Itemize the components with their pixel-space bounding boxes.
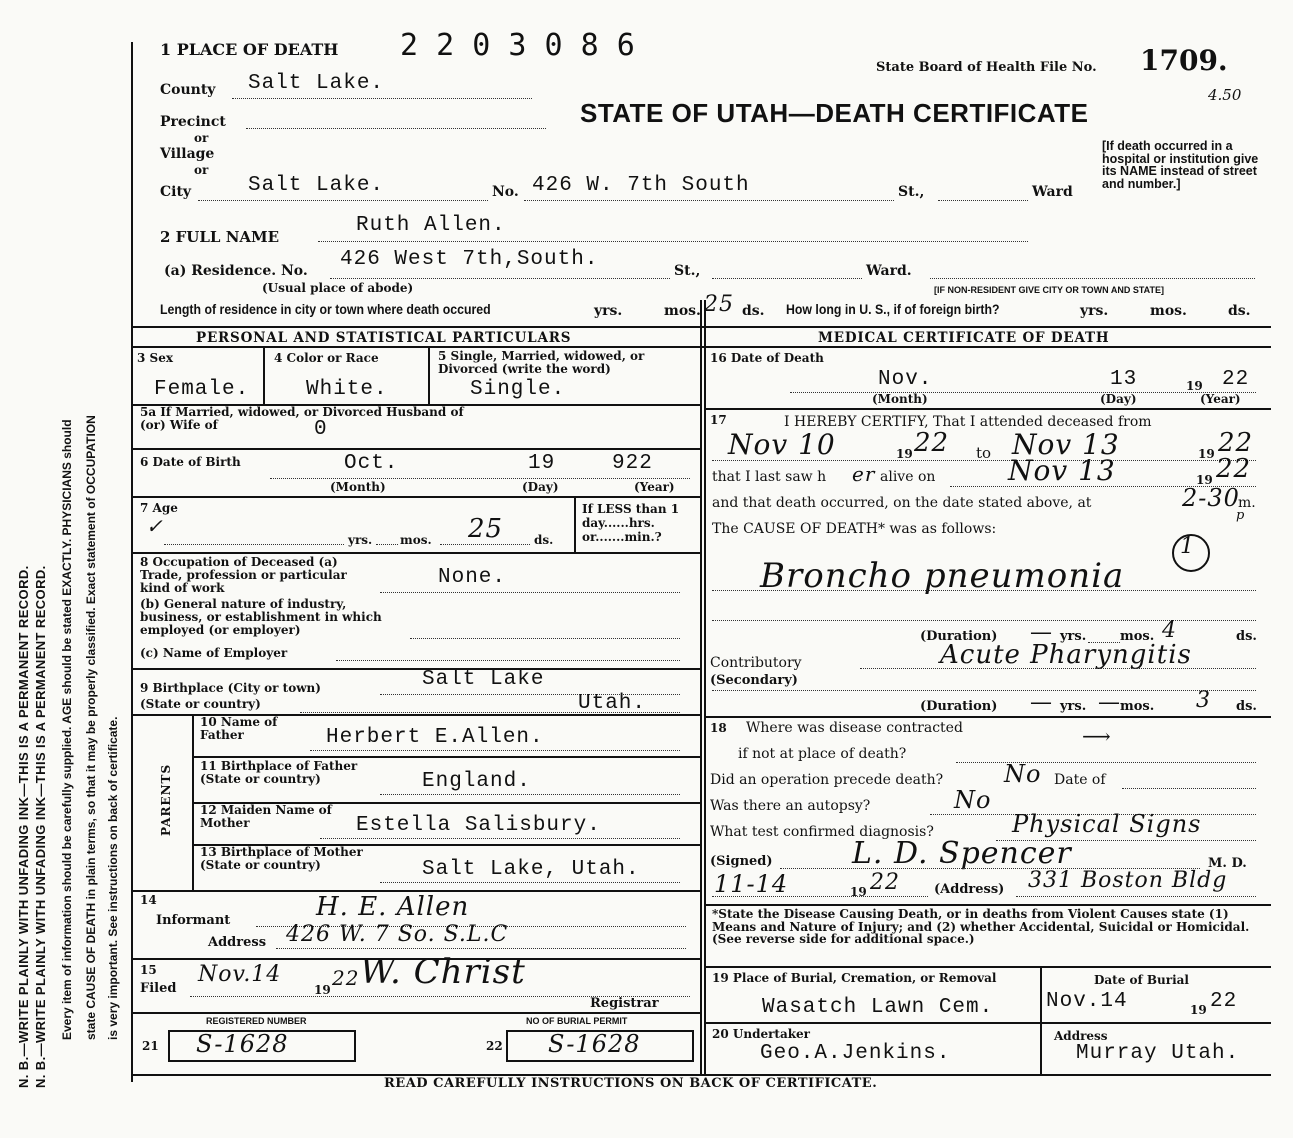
occupation-value: None. (438, 566, 507, 589)
sex-value: Female. (154, 378, 250, 401)
side-instructions-3: is very important. See instructions on back of certificate. (106, 716, 120, 1040)
marital-value: Single. (470, 378, 566, 401)
burial-permit-number: S-1628 (548, 1030, 641, 1058)
parents-label: PARENTS (159, 763, 173, 836)
file-number-label: State Board of Health File No. (876, 60, 1097, 75)
residence-label: (a) Residence. No. (164, 263, 308, 279)
precinct-label: Precinct (160, 114, 226, 130)
cause-label: The CAUSE OF DEATH* was as follows: (712, 521, 997, 537)
mother-birthplace: Salt Lake, Utah. (422, 858, 640, 881)
burial-date: Nov.14 (1046, 990, 1128, 1013)
filed-date: Nov.14 (198, 962, 282, 987)
file-number: 1709. (1140, 44, 1228, 77)
birthplace-city: Salt Lake (422, 668, 545, 691)
informant-address: 426 W. 7 So. S.L.C (286, 922, 509, 947)
village-label: Village (160, 146, 215, 162)
cause-instructions-note: *State the Disease Causing Death, or in deaths from Violent Causes state (1) Means and Nature of Injury; and (2) whether Accidental, Suicidal or Homicidal. (See reverse side for additional space.) (712, 907, 1250, 946)
cause-of-death: Broncho pneumonia (760, 556, 1125, 596)
death-certificate: N. B.—WRITE PLAINLY WITH UNFADING INK—THIS IS A PERMANENT RECORD. N. B.—WRITE PLAINLY WITH UNFADING INK—THIS IS A PERMANENT RECORD. Every item of information should be carefully supplied. AGE should be stated EXACTLY. PHYSICIANS should state CAUSE OF DEATH in plain terms, so that it may be properly classified. Exact statement of OCCUPATION is very important. See instructions on back of certificate. 1 PLACE OF DEATH 2 2 0 3 0 8 6 State Board of Health File No. 1709. 4.50 STATE OF UTAH—DEATH CERTIFICATE [If death occurred in a hospital or institution give its NAME instead of street and number.] County Salt Lake. Precinct or Village or City Salt Lake. No. 426 W. 7th South St., Ward 2 FULL NAME Ruth Allen. (a) Residence. No. 426 West 7th,South. St., Ward. (Usual place of abode) [IF NON-RESIDENT GIVE CITY OR TOWN AND STATE] Length of residence in city or town where death occured yrs. mos. 25 ds. How long in U. S., if of foreign birth? yrs. mos. ds. PERSONAL AND STATISTICAL PARTICULARS MEDICAL CERTIFICATE OF DEATH 3 Sex Female. 4 Color or Race White. 5 Single, Married, widowed, or Divorced (write the word) Single. 5a If Married, widowed, or Divorced Husband of (or) Wife of 0 6 Date of Birth Oct. 19 922 (Month) (Day) (Year) 7 Age ✓ yrs. mos. 25 ds. If LESS than 1 day......hrs. or.......min.? 8 Occupation of Deceased (a) Trade, profession or particular kind of work None. (b) General nature of industry, business, or establishment in which employed (or employer) (c) Name of Employer 9 Birthplace (City or town) Salt Lake (State or country) Utah. PARENTS 10 Name of Father Herbert E.Allen. 11 Birthplace of Father (State or country) England. 12 Maiden Name of Mother Estella Salisbury. 13 Birthplace of Mother (State or country) Salt Lake, Utah. 14 Informant H. E. Allen Address 426 W. 7 So. S.L.C 15 Filed Nov.14 19 22 W. Christ Registrar REGISTERED NUMBER 21 S-1628 NO OF BURIAL PERMIT 22 S-1628 16 Date of Death Nov. 13 19 22 (Month) (Day) (Year) 17 I HEREBY CERTIFY, That I attended deceased from Nov 10 19 22 to Nov 13 19 22 that I last saw h er alive on Nov 13 19 22 and that death occurred, on the date stated above, at 2-30 m. p The CAUSE OF DEATH* was as follows: Broncho pneumonia 1 (Duration) — yrs. mos. 4 ds. Contributory (Secondary) Acute Pharyngitis (Duration) — yrs. — mos. 3 ds. 18 Where was disease contracted if not at place of death? ⟶ Did an operation precede death? No Date of Was there an autopsy? No What test confirmed diagnosis? Physical Signs (Signed) L. D. Spencer M. D. 11-14 19 22 (Address) 331 Boston Bldg *State the Disease Causing Death, or in deaths from Violent Causes state (1) Means and Nature of Injury; and (2) whether Accidental, Suicidal or Homicidal. (See reverse side for additional space.) 19 Place of Burial, Cremation, or Removal Wasatch Lawn Cem. Date of Burial Nov.14 19 22 20 Undertaker Geo.A.Jenkins. Address Murray Utah. READ CAREFULLY INSTRUCTIONS ON BACK OF CERTIFICATE. (0, 0, 1293, 1138)
less-than-day-label: If LESS than 1 day......hrs. or.......min.? (582, 502, 680, 544)
spouse-label: 5a If Married, widowed, or Divorced Husband of (or) Wife of (140, 405, 464, 432)
burial-place: Wasatch Lawn Cem. (762, 996, 994, 1019)
informant-name: H. E. Allen (316, 892, 470, 922)
abode-note: (Usual place of abode) (262, 281, 414, 295)
residence-value: 426 West 7th,South. (340, 248, 599, 271)
father-name: Herbert E.Allen. (326, 726, 544, 749)
burial-year: 22 (1210, 990, 1238, 1013)
hospital-note: [If death occurred in a hospital or institution give its NAME instead of street and number.] (1102, 139, 1259, 191)
place-of-death-label: 1 PLACE OF DEATH (160, 40, 339, 59)
last-saw-date: Nov 13 (1008, 454, 1116, 487)
stamp-number: 2 2 0 3 0 8 6 (400, 28, 635, 63)
contributory-duration-months: 3 (1196, 688, 1211, 713)
city-value: Salt Lake. (248, 174, 385, 197)
contributory-cause: Acute Pharyngitis (940, 640, 1192, 670)
attended-to: Nov 13 (1012, 428, 1120, 461)
cause-duration-months: 4 (1162, 618, 1177, 643)
full-name-label: 2 FULL NAME (160, 228, 280, 246)
father-birthplace: England. (422, 770, 531, 793)
length-of-residence-label: Length of residence in city or town where death occured (160, 301, 491, 317)
filed-year: 22 (332, 966, 360, 990)
side-warning-2: N. B.—WRITE PLAINLY WITH UNFADING INK—THIS IS A PERMANENT RECORD. (33, 565, 48, 1088)
side-warning-1: N. B.—WRITE PLAINLY WITH UNFADING INK—THIS IS A PERMANENT RECORD. (16, 565, 31, 1088)
death-day: 13 (1110, 368, 1138, 391)
death-time: 2-30 (1182, 484, 1240, 512)
undertaker-name: Geo.A.Jenkins. (760, 1042, 951, 1065)
dob-year: 922 (612, 452, 653, 475)
city-label: City (160, 184, 192, 200)
certificate-title: STATE OF UTAH—DEATH CERTIFICATE (580, 98, 1089, 128)
test-value: Physical Signs (1012, 810, 1202, 838)
color-value: White. (306, 378, 388, 401)
length-days-value: 25 (704, 292, 734, 317)
undertaker-address: Murray Utah. (1076, 1042, 1240, 1065)
dob-month: Oct. (344, 452, 399, 475)
age-days: 25 (468, 514, 504, 544)
corner-note: 4.50 (1208, 86, 1242, 104)
registrar-signature: W. Christ (360, 952, 526, 992)
personal-section-title: PERSONAL AND STATISTICAL PARTICULARS (196, 330, 572, 346)
registered-number: S-1628 (196, 1030, 289, 1058)
autopsy-value: No (954, 786, 992, 814)
birthplace-state: Utah. (578, 692, 647, 715)
physician-signature: L. D. Spencer (852, 836, 1072, 871)
footer-note: READ CAREFULLY INSTRUCTIONS ON BACK OF CERTIFICATE. (384, 1076, 878, 1091)
age-years-mark: ✓ (146, 514, 164, 538)
mother-name: Estella Salisbury. (356, 814, 601, 837)
side-instructions-2: state CAUSE OF DEATH in plain terms, so that it may be properly classified. Exact statement of OCCUPATION (84, 415, 98, 1040)
operation-value: No (1004, 760, 1042, 788)
time-in-us-label: How long in U. S., if of foreign birth? (786, 301, 1000, 317)
medical-section-title: MEDICAL CERTIFICATE OF DEATH (818, 330, 1110, 346)
full-name-value: Ruth Allen. (356, 214, 506, 237)
left-border (131, 42, 133, 1082)
nonresident-note: [IF NON-RESIDENT GIVE CITY OR TOWN AND STATE] (934, 285, 1165, 295)
spouse-value: 0 (314, 418, 328, 441)
county-label: County (160, 82, 216, 98)
side-instructions-1: Every item of information should be carefully supplied. AGE should be stated EXACTLY. PHYSICIANS should (60, 419, 74, 1040)
county-value: Salt Lake. (248, 72, 385, 95)
death-year: 22 (1222, 368, 1250, 391)
physician-address: 331 Boston Bldg (1028, 868, 1228, 893)
death-month: Nov. (878, 368, 933, 391)
attended-from: Nov 10 (728, 428, 836, 461)
certify-statement: I HEREBY CERTIFY, That I attended deceased from (784, 414, 1152, 430)
signed-date: 11-14 (714, 870, 789, 898)
dob-day: 19 (528, 452, 556, 475)
street-value: 426 W. 7th South (532, 174, 750, 197)
